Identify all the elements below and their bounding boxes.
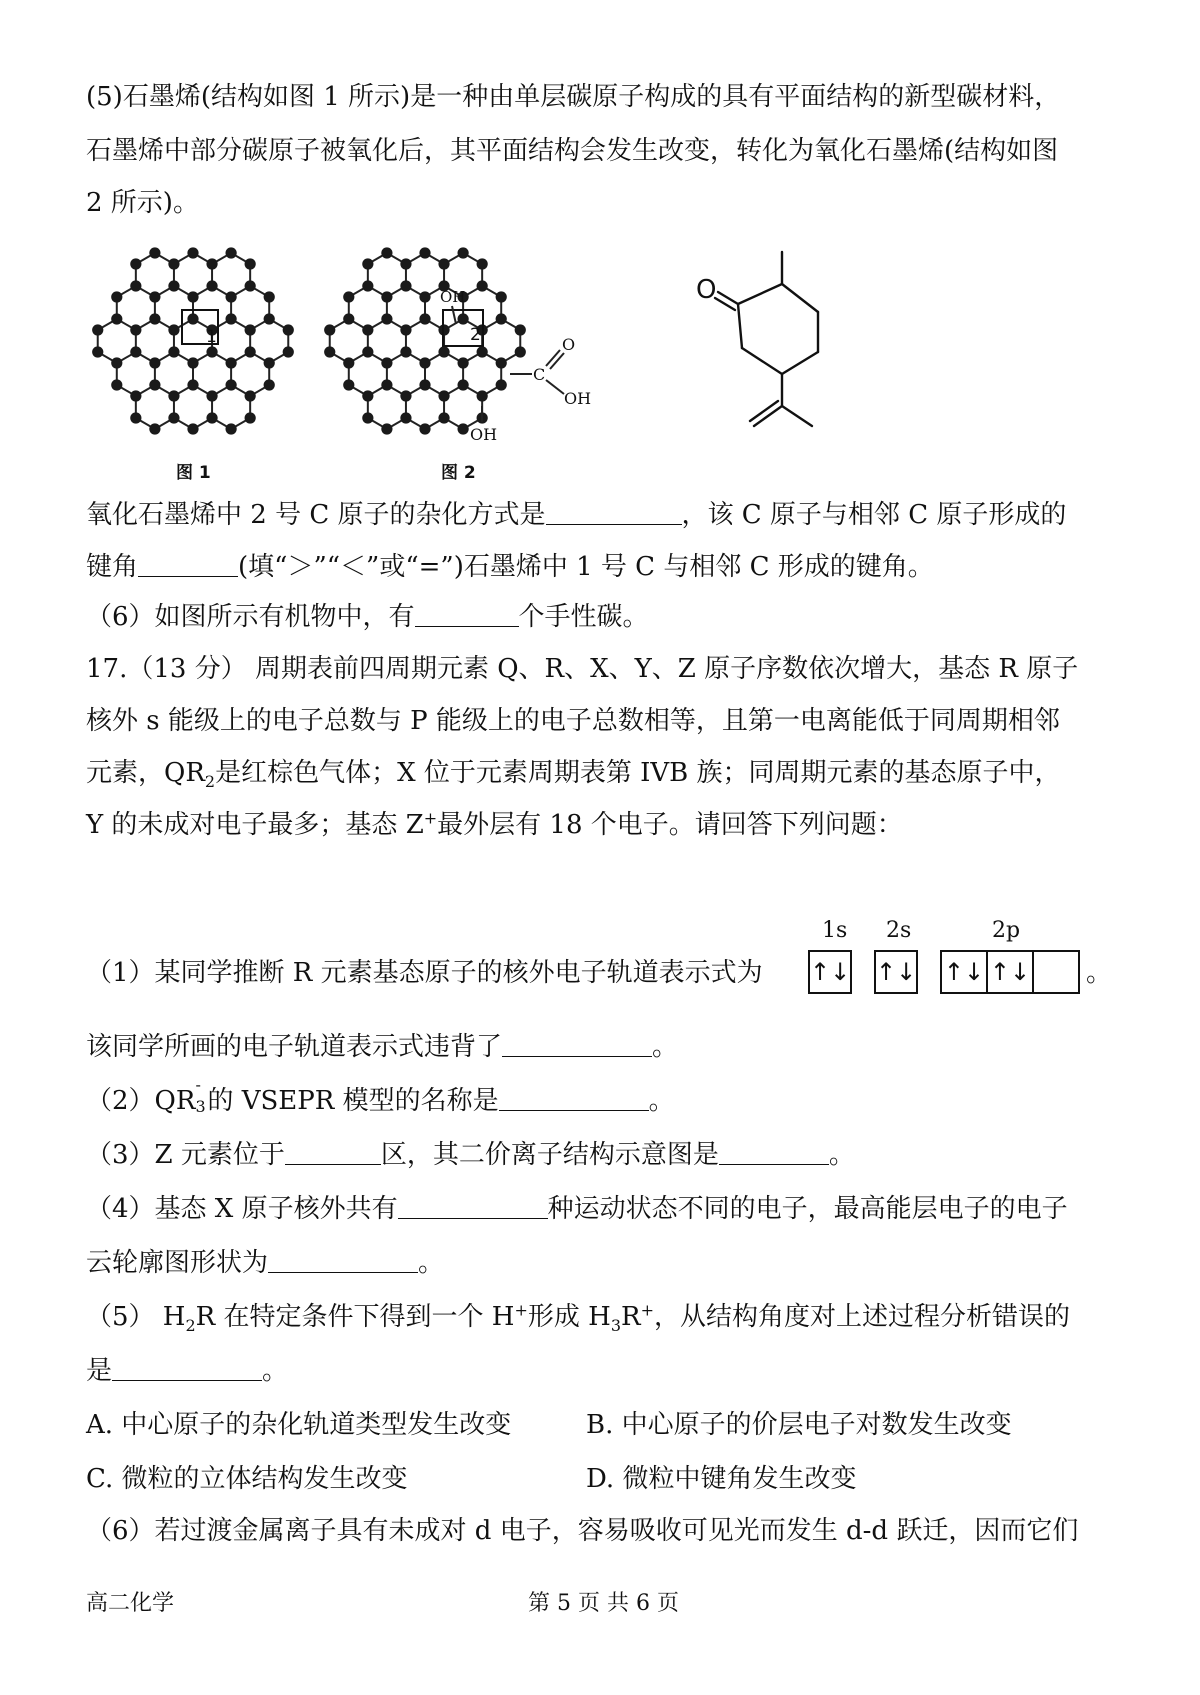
orbital-box-1s bbox=[808, 950, 852, 994]
carbon-atom bbox=[362, 346, 373, 357]
carbon-atom bbox=[226, 423, 237, 434]
carbon-atom bbox=[381, 291, 392, 302]
carbon-atom bbox=[187, 247, 198, 258]
q17-1-end: 。 bbox=[1086, 958, 1113, 988]
carbon-atom bbox=[381, 313, 392, 324]
q16-5-line1: (5)石墨烯(结构如图 1 所示)是一种由单层碳原子构成的具有平面结构的新型碳材料， bbox=[86, 82, 1061, 112]
carbon-atom bbox=[206, 258, 217, 269]
q17-1-line: （1）某同学推断 R 元素基态原子的核外电子轨道表示式为 bbox=[86, 958, 763, 988]
hydroxyl-bond bbox=[452, 306, 456, 324]
option-d[interactable]: D. 微粒中键角发生改变 bbox=[586, 1464, 857, 1494]
carbon-atom bbox=[264, 379, 275, 390]
carbon-atom bbox=[130, 280, 141, 291]
q17-2-line: （2）QR - 3 的 VSEPR 模型的名称是 。 bbox=[86, 1075, 675, 1116]
carbon-atom bbox=[343, 357, 354, 368]
answer-blank-hybridization[interactable] bbox=[546, 498, 682, 525]
carbon-atom bbox=[187, 379, 198, 390]
footer-page-number: 第 5 页 共 6 页 bbox=[528, 1591, 679, 1616]
carbon-atom bbox=[419, 291, 430, 302]
carboxyl-oh-bond bbox=[546, 380, 564, 394]
carbon-atom bbox=[130, 412, 141, 423]
carbon-atom bbox=[226, 291, 237, 302]
carbon-atom bbox=[149, 247, 160, 258]
carbon-atom bbox=[343, 379, 354, 390]
carbon-atom bbox=[92, 324, 103, 335]
carbon-atom bbox=[168, 390, 179, 401]
carbon-atom bbox=[362, 258, 373, 269]
carbon-atom bbox=[245, 280, 256, 291]
figure-1-caption: 图 1 bbox=[176, 463, 211, 483]
ring-bond bbox=[742, 348, 782, 374]
ring-bond bbox=[738, 304, 742, 348]
carbon-atom bbox=[362, 390, 373, 401]
carbon-atom bbox=[400, 412, 411, 423]
carbon-atom bbox=[168, 324, 179, 335]
carbon-atom bbox=[496, 357, 507, 368]
carbon-atom bbox=[168, 346, 179, 357]
orbital-cell-2p-1: ↑↓ bbox=[942, 952, 988, 992]
carbon-atom bbox=[226, 379, 237, 390]
carbon-atom bbox=[496, 313, 507, 324]
q17-line3: 元素，$QR_2$是红棕色气体；X 位于元素周期表第 IVB 族；同周期元素的基态原子中， bbox=[86, 758, 1061, 792]
orbital-cell-2p-2: ↑↓ bbox=[988, 952, 1034, 992]
carbon-atom bbox=[168, 280, 179, 291]
carbon-atom bbox=[226, 247, 237, 258]
carbon-atom bbox=[149, 313, 160, 324]
q17-1-line2: 该同学所画的电子轨道表示式违背了 。 bbox=[86, 1032, 679, 1062]
answer-blank-vsepr[interactable] bbox=[499, 1084, 649, 1111]
carbon-atom bbox=[130, 324, 141, 335]
carbon-atom bbox=[496, 379, 507, 390]
carbon-atom bbox=[458, 247, 469, 258]
carbon-atom bbox=[226, 313, 237, 324]
carbon-atom bbox=[477, 258, 488, 269]
carbon-atom bbox=[245, 390, 256, 401]
orbital-box-2s bbox=[874, 950, 918, 994]
carbon-atom bbox=[264, 357, 275, 368]
carbon-atom bbox=[477, 346, 488, 357]
orbital-box-2p bbox=[940, 950, 1080, 994]
orbital-label-1s: 1s bbox=[822, 918, 848, 943]
carbon-atom bbox=[419, 313, 430, 324]
q17-4-line2: 云轮廓图形状为 。 bbox=[86, 1248, 445, 1278]
carbon-atom bbox=[419, 423, 430, 434]
carbon-atom bbox=[283, 324, 294, 335]
q16-5-question-line1: 氧化石墨烯中 2 号 C 原子的杂化方式是 ，该 C 原子与相邻 C 原子形成的 bbox=[86, 500, 1067, 530]
carbon-atom bbox=[245, 346, 256, 357]
answer-blank-chiral-carbon[interactable] bbox=[415, 600, 519, 627]
carbon-atom bbox=[419, 357, 430, 368]
carbon-atom bbox=[149, 423, 160, 434]
answer-blank-bond-angle[interactable] bbox=[138, 550, 238, 577]
carbon-atom bbox=[381, 379, 392, 390]
carbon-atom bbox=[477, 390, 488, 401]
carbon-atom bbox=[400, 258, 411, 269]
carbon-atom bbox=[438, 346, 449, 357]
answer-blank-principle[interactable] bbox=[502, 1030, 652, 1057]
carbon-atom bbox=[400, 324, 411, 335]
carbon-atom bbox=[245, 324, 256, 335]
carboxyl-oxygen-label: O bbox=[562, 335, 576, 354]
q17-3-line: （3）Z 元素位于 区，其二价离子结构示意图是 。 bbox=[86, 1140, 855, 1170]
graphene-oxide-figure-2 bbox=[310, 228, 630, 458]
isopropenyl-bond bbox=[782, 406, 812, 426]
carbon-atom bbox=[149, 357, 160, 368]
option-b[interactable]: B. 中心原子的价层电子对数发生改变 bbox=[586, 1410, 1012, 1440]
carbon-atom bbox=[496, 291, 507, 302]
carbon-atom bbox=[130, 390, 141, 401]
carbon-atom bbox=[458, 379, 469, 390]
carbon-atom bbox=[130, 258, 141, 269]
carbon-atom bbox=[264, 291, 275, 302]
carbon-atom bbox=[187, 313, 198, 324]
q17-6-line: （6）若过渡金属离子具有未成对 d 电子，容易吸收可见光而发生 d-d 跃迁，因而它们 bbox=[86, 1516, 1079, 1546]
carbon-atom bbox=[245, 412, 256, 423]
carbon-atom bbox=[324, 346, 335, 357]
carbon-atom bbox=[438, 258, 449, 269]
carbon-atom bbox=[283, 346, 294, 357]
option-c[interactable]: C. 微粒的立体结构发生改变 bbox=[86, 1464, 408, 1494]
carbon-atom bbox=[362, 412, 373, 423]
q17-line2: 核外 s 能级上的电子总数与 P 能级上的电子总数相等，且第一电离能低于同周期相邻 bbox=[86, 706, 1060, 736]
ring-bond bbox=[782, 284, 818, 312]
graphene-figure-1 bbox=[78, 228, 308, 458]
carbon-atom bbox=[111, 313, 122, 324]
carbon-atom bbox=[438, 390, 449, 401]
orbital-cell-1s: ↑↓ bbox=[810, 958, 851, 986]
carbon-atom bbox=[458, 423, 469, 434]
organic-molecule-figure bbox=[690, 240, 880, 450]
orbital-cell-2s: ↑↓ bbox=[876, 958, 917, 986]
carbon-atom bbox=[245, 258, 256, 269]
carbonyl-oxygen-label: O bbox=[696, 275, 717, 305]
figure-2-caption: 图 2 bbox=[441, 463, 476, 483]
carbon-atom bbox=[381, 423, 392, 434]
marker-label-2: 2 bbox=[470, 325, 481, 345]
option-a[interactable]: A. 中心原子的杂化轨道类型发生改变 bbox=[86, 1410, 512, 1440]
orbital-label-2p: 2p bbox=[992, 918, 1021, 943]
carbon-atom bbox=[168, 258, 179, 269]
q16-5-line2: 石墨烯中部分碳原子被氧化后，其平面结构会发生改变，转化为氧化石墨烯(结构如图 bbox=[86, 136, 1059, 166]
q17-4-line1: （4）基态 X 原子核外共有 种运动状态不同的电子，最高能层电子的电子 bbox=[86, 1194, 1068, 1224]
footer-subject: 高二化学 bbox=[86, 1591, 175, 1616]
ring-bond bbox=[738, 284, 782, 304]
carbon-atom bbox=[400, 280, 411, 291]
carbon-atom bbox=[187, 357, 198, 368]
q17-line1: 17.（13 分） 周期表前四周期元素 Q、R、X、Y、Z 原子序数依次增大，基态 R 原子 bbox=[86, 654, 1079, 684]
carbon-atom bbox=[149, 291, 160, 302]
carbon-atom bbox=[362, 280, 373, 291]
carbon-atom bbox=[187, 291, 198, 302]
carbon-atom bbox=[92, 346, 103, 357]
carbon-atom bbox=[206, 346, 217, 357]
carbon-atom bbox=[206, 280, 217, 291]
carbon-atom bbox=[400, 346, 411, 357]
answer-blank-orbital-shape[interactable] bbox=[268, 1246, 418, 1273]
carbon-atom bbox=[458, 313, 469, 324]
carbon-atom bbox=[168, 412, 179, 423]
carbon-atom bbox=[400, 390, 411, 401]
hydroxyl-bottom-label: OH bbox=[470, 425, 498, 444]
orbital-cell-2p-3 bbox=[1034, 952, 1078, 992]
q16-5-line3: 2 所示)。 bbox=[86, 188, 199, 218]
carbon-atom bbox=[111, 357, 122, 368]
answer-blank-block[interactable] bbox=[285, 1138, 381, 1165]
q17-5-line1: （5） $H_2R$ 在特定条件下得到一个 H+形成 $H_3R^+$，从结构角度对上述过程分析错误的 bbox=[86, 1300, 1070, 1336]
hydroxyl-top-label: OH bbox=[440, 288, 466, 306]
q17-5-line2: 是 。 bbox=[86, 1356, 289, 1386]
carbon-atom bbox=[343, 291, 354, 302]
carbon-atom bbox=[264, 313, 275, 324]
answer-blank-wrong-analysis[interactable] bbox=[112, 1354, 262, 1381]
q17-line4: Y 的未成对电子最多；基态 Z+最外层有 18 个电子。请回答下列问题： bbox=[86, 808, 903, 840]
carbon-atom bbox=[477, 280, 488, 291]
carboxyl-double-bond bbox=[546, 350, 560, 366]
carbon-atom bbox=[419, 379, 430, 390]
carboxyl-carbon-label: C bbox=[533, 365, 546, 384]
orbital-label-2s: 2s bbox=[886, 918, 912, 943]
carbon-atom bbox=[206, 412, 217, 423]
carbon-atom bbox=[419, 247, 430, 258]
carbon-atom bbox=[226, 357, 237, 368]
ring-bond bbox=[782, 352, 818, 374]
carbon-atom bbox=[187, 423, 198, 434]
carboxyl-hydroxyl-label: OH bbox=[564, 389, 592, 408]
marker-label-1: 1 bbox=[206, 327, 217, 347]
carbon-atom bbox=[381, 357, 392, 368]
carbon-atom bbox=[515, 346, 526, 357]
carboxyl-double-bond bbox=[550, 353, 564, 369]
q16-6-line: （6）如图所示有机物中，有 个手性碳。 bbox=[86, 602, 649, 632]
carbon-atom bbox=[343, 313, 354, 324]
carbon-atom bbox=[324, 324, 335, 335]
carbon-atom bbox=[111, 291, 122, 302]
carbon-atom bbox=[515, 324, 526, 335]
carbon-atom bbox=[381, 247, 392, 258]
carbon-atom bbox=[130, 346, 141, 357]
carbon-atom bbox=[149, 379, 160, 390]
carbon-atom bbox=[438, 412, 449, 423]
carbon-atom bbox=[362, 324, 373, 335]
carbon-atom bbox=[206, 390, 217, 401]
carbon-atom bbox=[111, 379, 122, 390]
answer-blank-electron-states[interactable] bbox=[398, 1192, 548, 1219]
q16-5-question-line2: 键角 (填“＞”“＜”或“=”)石墨烯中 1 号 C 与相邻 C 形成的键角。 bbox=[86, 552, 934, 582]
answer-blank-ion-diagram[interactable] bbox=[719, 1138, 829, 1165]
carbon-atom bbox=[438, 324, 449, 335]
carbon-atom bbox=[458, 357, 469, 368]
